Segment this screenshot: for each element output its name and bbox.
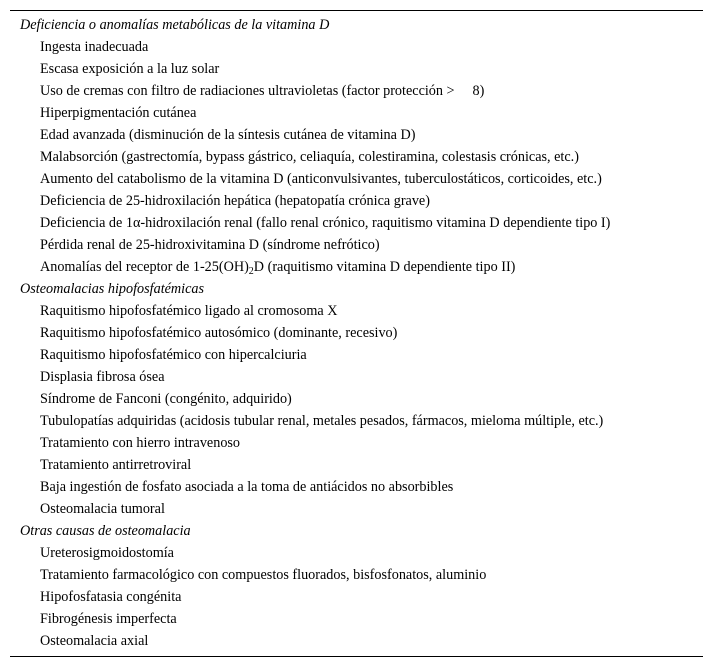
section-heading: Deficiencia o anomalías metabólicas de la vitamina D xyxy=(20,17,330,33)
list-item: Tubulopatías adquiridas (acidosis tubular renal, metales pesados, fármacos, mieloma múltiple, etc.) xyxy=(40,413,604,429)
list-item-suffix: D (raquitismo vitamina D dependiente tipo II) xyxy=(253,259,516,275)
section-heading: Osteomalacias hipofosfatémicas xyxy=(20,281,205,297)
list-item-text: Anomalías del receptor de 1-25(OH) xyxy=(40,259,249,275)
list-item: Tratamiento con hierro intravenoso xyxy=(40,435,241,451)
causes-table xyxy=(10,10,703,657)
list-item: Tratamiento farmacológico con compuestos fluorados, bisfosfonatos, aluminio xyxy=(40,567,487,583)
list-item: Ingesta inadecuada xyxy=(40,39,149,55)
list-item: Displasia fibrosa ósea xyxy=(40,369,165,385)
list-item-text: Uso de cremas con filtro de radiaciones ultravioletas (factor protección > xyxy=(40,83,455,99)
list-item: Edad avanzada (disminución de la síntesis cutánea de vitamina D) xyxy=(40,127,416,143)
list-item: Malabsorción (gastrectomía, bypass gástrico, celiaquía, colestiramina, colestasis crónicas, etc.) xyxy=(40,149,579,165)
list-item: Raquitismo hipofosfatémico con hipercalciuria xyxy=(40,347,307,363)
list-item xyxy=(10,256,703,278)
list-item: Aumento del catabolismo de la vitamina D (anticonvulsivantes, tuberculostáticos, corticoides, etc.) xyxy=(40,171,602,187)
uv-factor-value: 8) xyxy=(472,83,485,99)
list-item: Osteomalacia tumoral xyxy=(40,501,165,517)
list-item xyxy=(10,80,703,102)
list-item: Deficiencia de 25-hidroxilación hepática (hepatopatía crónica grave) xyxy=(40,193,430,209)
list-item: Síndrome de Fanconi (congénito, adquirido) xyxy=(40,391,292,407)
list-item: Baja ingestión de fosfato asociada a la toma de antiácidos no absorbibles xyxy=(40,479,454,495)
list-item: Ureterosigmoidostomía xyxy=(40,545,174,561)
list-item: Raquitismo hipofosfatémico ligado al cromosoma X xyxy=(40,303,338,319)
list-item: Deficiencia de 1α-hidroxilación renal (fallo renal crónico, raquitismo vitamina D dependiente tipo I) xyxy=(40,215,611,231)
list-item: Pérdida renal de 25-hidroxivitamina D (síndrome nefrótico) xyxy=(40,237,380,253)
list-item: Tratamiento antirretroviral xyxy=(40,457,192,473)
section-heading: Otras causas de osteomalacia xyxy=(20,523,191,539)
list-item: Hipofosfatasia congénita xyxy=(40,589,182,605)
list-item: Hiperpigmentación cutánea xyxy=(40,105,197,121)
subscript: 2 xyxy=(248,266,254,277)
list-item: Osteomalacia axial xyxy=(40,633,149,649)
list-item: Fibrogénesis imperfecta xyxy=(40,611,177,627)
list-item: Raquitismo hipofosfatémico autosómico (dominante, recesivo) xyxy=(40,325,398,341)
list-item: Escasa exposición a la luz solar xyxy=(40,61,220,77)
